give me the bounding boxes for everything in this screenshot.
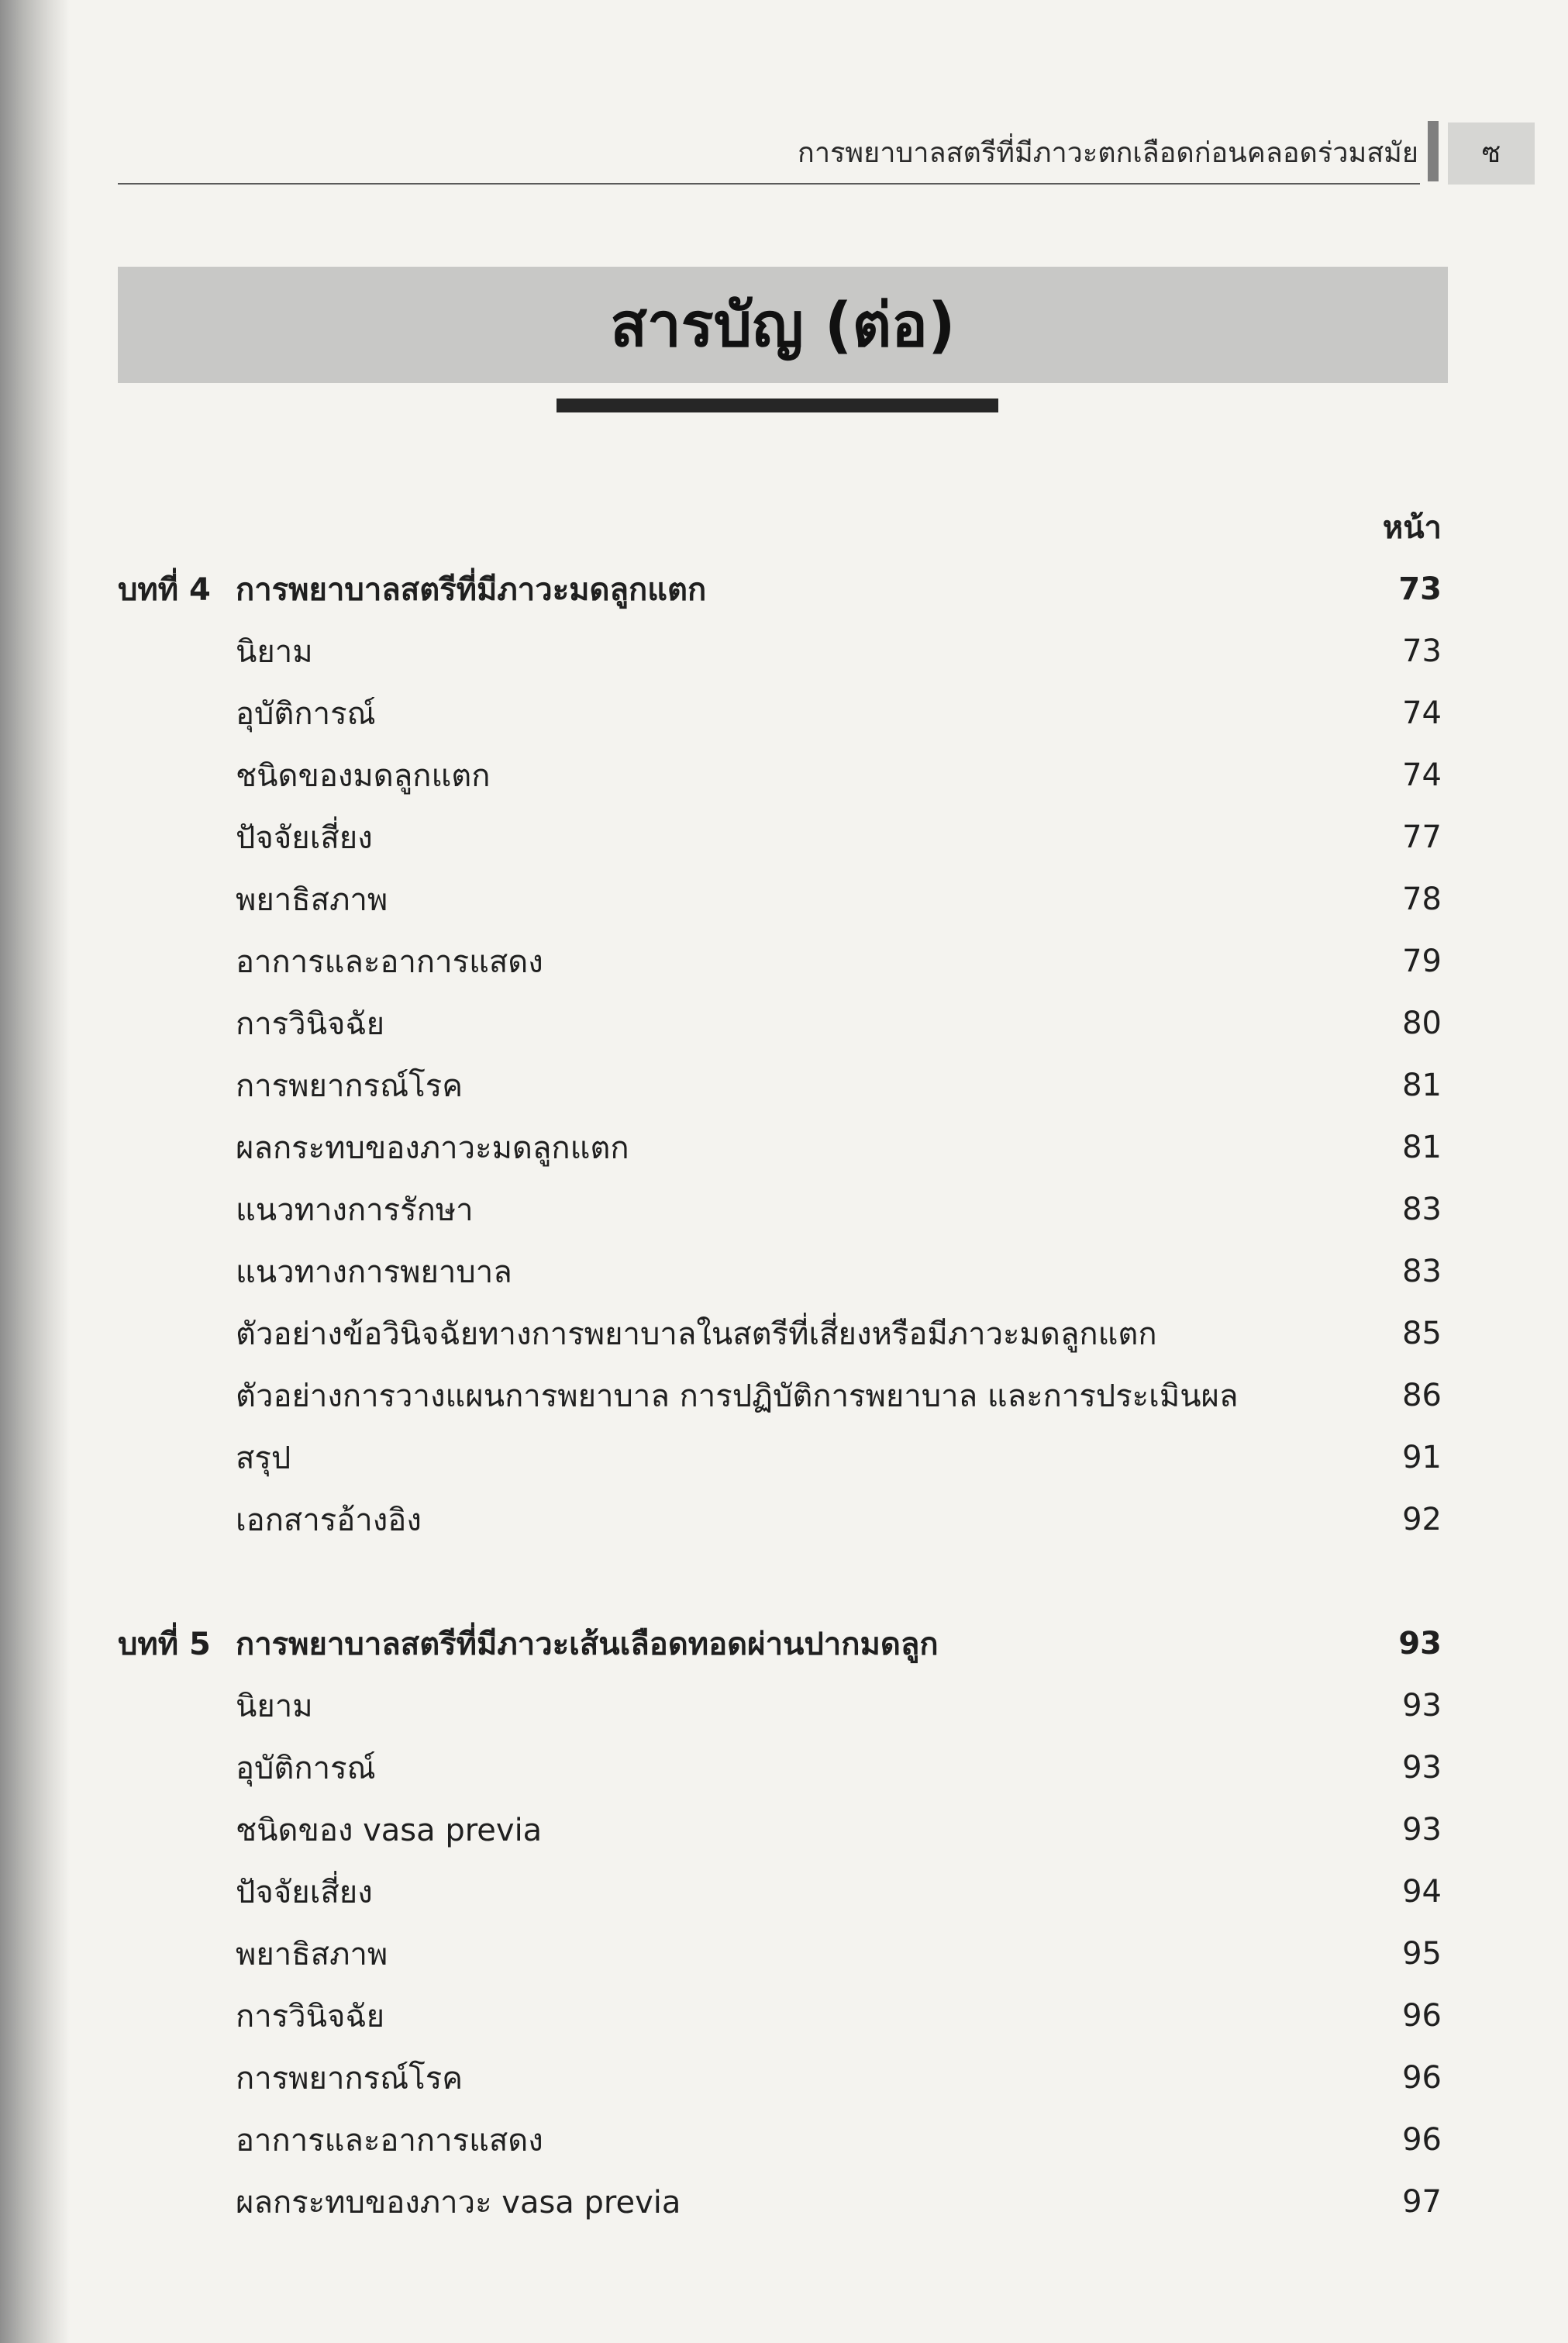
toc-entry-row [118,1489,1442,1551]
toc-entry-page: 81 [1402,1068,1442,1103]
page-column-heading: หน้า [1382,510,1442,546]
toc-entry-page: 95 [1402,1936,1442,1972]
toc-entry-label: ตัวอย่างข้อวินิจฉัยทางการพยาบาลในสตรีที่เสี่ยงหรือมีภาวะมดลูกแตก [236,1316,1157,1352]
toc-entry-label: ปัจจัยเสี่ยง [236,1875,373,1910]
toc-entry-label: อาการและอาการแสดง [236,2123,543,2158]
toc-entry-label: แนวทางการพยาบาล [236,1254,512,1290]
toc-entry-page: 94 [1402,1874,1442,1910]
toc-entry-row [118,992,1442,1054]
chapter-heading [118,564,706,614]
toc-entry-row [118,1923,1442,1985]
toc-entry-page: 81 [1402,1130,1442,1165]
chapter-heading [118,1619,939,1668]
toc-entry-row [118,1303,1442,1365]
toc-entry-row [118,620,1442,682]
toc-entry-label: อาการและอาการแสดง [236,944,543,980]
toc-entry-row [118,1985,1442,2047]
toc-entry-page: 74 [1402,757,1442,793]
toc-entry-page: 86 [1402,1378,1442,1413]
toc-entry-page: 80 [1402,1006,1442,1041]
toc-entry-row [118,1241,1442,1303]
chapter-page-number: 93 [1398,1626,1442,1661]
toc-entry-page: 93 [1402,1750,1442,1786]
toc-entry-label: ผลกระทบของภาวะมดลูกแตก [236,1130,629,1166]
chapter-title: การพยาบาลสตรีที่มีภาวะมดลูกแตก [236,572,707,608]
toc-entry-label: ชนิดของ vasa previa [236,1813,543,1848]
toc-entry-row [118,682,1442,744]
page-title: สารบัญ (ต่อ) [610,291,956,361]
toc-entry-page: 96 [1402,2060,1442,2096]
toc-entry-row [118,2109,1442,2171]
toc-entry-page: 93 [1402,1688,1442,1724]
toc-entry-page: 91 [1402,1440,1442,1475]
toc-entry-label: ปัจจัยเสี่ยง [236,820,373,856]
toc-entry-page: 83 [1402,1192,1442,1227]
chapter-number: บทที่ 4 [118,572,211,608]
toc-entry-page: 77 [1402,820,1442,855]
page-number-marker: ซ [1448,122,1535,185]
toc-entry-label: เอกสารอ้างอิง [236,1503,422,1538]
toc-entry-row [118,1861,1442,1923]
toc-entry-row [118,930,1442,992]
table-of-contents [118,558,1442,2233]
toc-entry-row [118,1116,1442,1178]
toc-entry-label: สรุป [236,1441,291,1476]
toc-entry-label: การพยากรณ์โรค [236,1068,463,1104]
toc-entry-row [118,2047,1442,2109]
toc-entry-page: 83 [1402,1254,1442,1289]
toc-entry-page: 96 [1402,1998,1442,2034]
chapter-number: บทที่ 5 [118,1627,211,1662]
toc-entry-label: พยาธิสภาพ [236,882,388,918]
toc-entry-row [118,1427,1442,1489]
toc-entry-row [118,744,1442,806]
toc-entry-row [118,868,1442,930]
toc-entry-page: 79 [1402,944,1442,979]
toc-entry-label: แนวทางการรักษา [236,1192,474,1228]
toc-entry-label: การวินิจฉัย [236,1006,385,1042]
title-underline [557,399,998,412]
toc-entry-label: ผลกระทบของภาวะ vasa previa [236,2185,681,2221]
toc-entry-row [118,1675,1442,1737]
book-spine-shadow [0,0,70,2343]
toc-entry-label: ตัวอย่างการวางแผนการพยาบาล การปฏิบัติการพยาบาล และการประเมินผล [236,1379,1239,1414]
toc-entry-label: ชนิดของมดลูกแตก [236,758,491,794]
toc-entry-page: 78 [1402,882,1442,917]
toc-entry-page: 92 [1402,1502,1442,1537]
toc-entry-page: 74 [1402,695,1442,731]
header-divider-bar [1428,121,1439,181]
toc-entry-row [118,1178,1442,1241]
toc-entry-page: 97 [1402,2184,1442,2220]
toc-entry-row [118,1365,1442,1427]
toc-entry-row [118,1799,1442,1861]
toc-entry-page: 93 [1402,1812,1442,1848]
running-header: การพยาบาลสตรีที่มีภาวะตกเลือดก่อนคลอดร่วมสมัย [798,137,1418,169]
toc-entry-label: อุบัติการณ์ [236,1751,376,1786]
toc-entry-label: พยาธิสภาพ [236,1937,388,1972]
toc-entry-row [118,1737,1442,1799]
header-rule [118,183,1420,185]
toc-entry-page: 96 [1402,2122,1442,2158]
toc-entry-row [118,806,1442,868]
toc-entry-row [118,1054,1442,1116]
toc-entry-label: นิยาม [236,634,313,670]
chapter-page-number: 73 [1398,571,1442,607]
toc-entry-page: 85 [1402,1316,1442,1351]
toc-entry-row [118,2171,1442,2233]
toc-entry-label: อุบัติการณ์ [236,696,376,732]
toc-entry-label: การวินิจฉัย [236,1999,385,2034]
toc-entry-label: นิยาม [236,1689,313,1724]
toc-entry-label: การพยากรณ์โรค [236,2061,463,2096]
toc-chapter-row [118,1613,1442,1675]
toc-entry-page: 73 [1402,633,1442,669]
chapter-title: การพยาบาลสตรีที่มีภาวะเส้นเลือดทอดผ่านปากมดลูก [236,1627,939,1662]
toc-chapter-row [118,558,1442,620]
